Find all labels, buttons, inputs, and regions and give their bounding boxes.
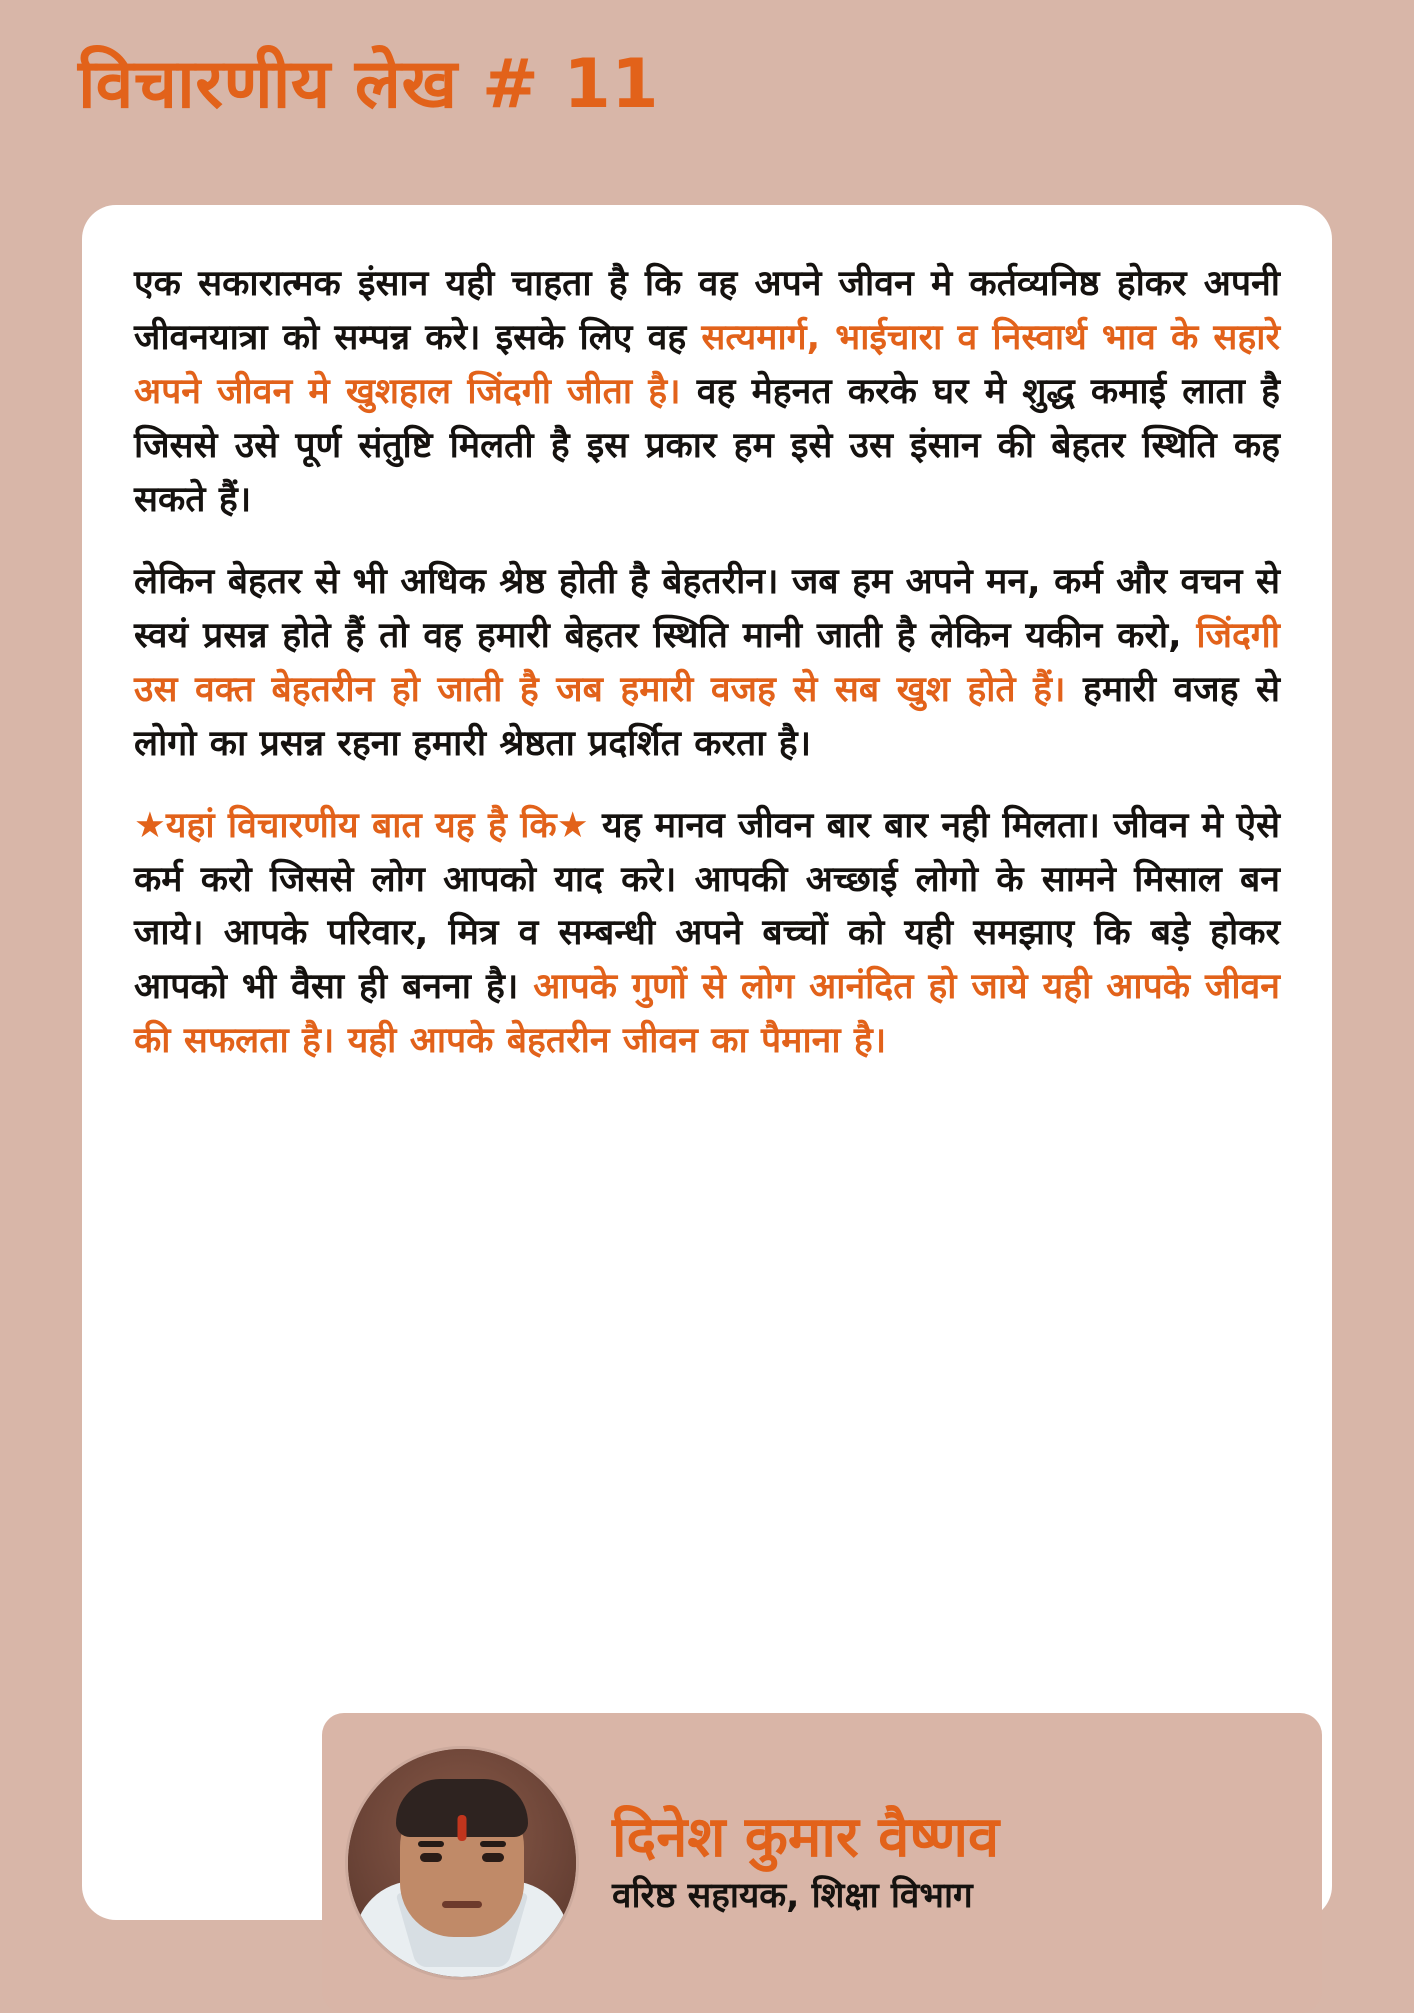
- text-run: आपके गुणों से लोग आनंदित हो जाये यही आपके जीवन की सफलता है। यही आपके बेहतरीन जीवन का पैमाना है।: [134, 966, 1280, 1062]
- author-role: वरिष्ठ सहायक, शिक्षा विभाग: [612, 1876, 973, 1917]
- paragraph-1: [134, 257, 1280, 527]
- page-title: विचारणीय लेख # 11: [78, 45, 660, 124]
- text-run: हमारी वजह से लोगो का प्रसन्न रहना हमारी श्रेष्ठता प्रदर्शित करता है।: [134, 668, 1280, 764]
- content-card: [82, 205, 1332, 1920]
- paragraph-2: [134, 555, 1280, 771]
- text-run: लेकिन बेहतर से भी अधिक श्रेष्ठ होती है बेहतरीन। जब हम अपने मन, कर्म और वचन से स्वयं प्रसन्न होते हैं तो वह हमारी बेहतर स्थिति मानी जाती है लेकिन यकीन करो,: [134, 560, 1280, 656]
- author-text: [612, 1806, 999, 1920]
- author-name: दिनेश कुमार वैष्णव: [612, 1805, 1000, 1871]
- text-run: ★यहां विचारणीय बात यह है कि★: [134, 804, 589, 846]
- text-run: यह मानव जीवन बार बार नही मिलता। जीवन मे ऐसे कर्म करो जिससे लोग आपको याद करे। आपकी अच्छाई लोगो के सामने मिसाल बन जाये। आपके परिवार, मित्र व सम्बन्धी अपने बच्चों को यही समझाए कि बड़े होकर आपको भी वैसा ही बनना है।: [134, 804, 1280, 1008]
- text-run: एक सकारात्मक इंसान यही चाहता है कि वह अपने जीवन मे कर्तव्यनिष्ठ होकर अपनी जीवनयात्रा को सम्पन्न करे। इसके लिए वह: [134, 263, 1280, 358]
- text-run: वह मेहनत करके घर मे शुद्ध कमाई लाता है जिससे उसे पूर्ण संतुष्टि मिलती है इस प्रकार हम इसे उस इंसान की बेहतर स्थिति कह सकते हैं।: [134, 370, 1280, 520]
- paragraph-3: [134, 799, 1280, 1069]
- author-card: [322, 1713, 1322, 2013]
- avatar: [348, 1749, 576, 1977]
- text-run: जिंदगी उस वक्त बेहतरीन हो जाती है जब हमारी वजह से सब खुश होते हैं।: [134, 614, 1280, 710]
- text-run: सत्यमार्ग, भाईचारा व निस्वार्थ भाव के सहारे अपने जीवन मे खुशहाल जिंदगी जीता है।: [134, 316, 1280, 412]
